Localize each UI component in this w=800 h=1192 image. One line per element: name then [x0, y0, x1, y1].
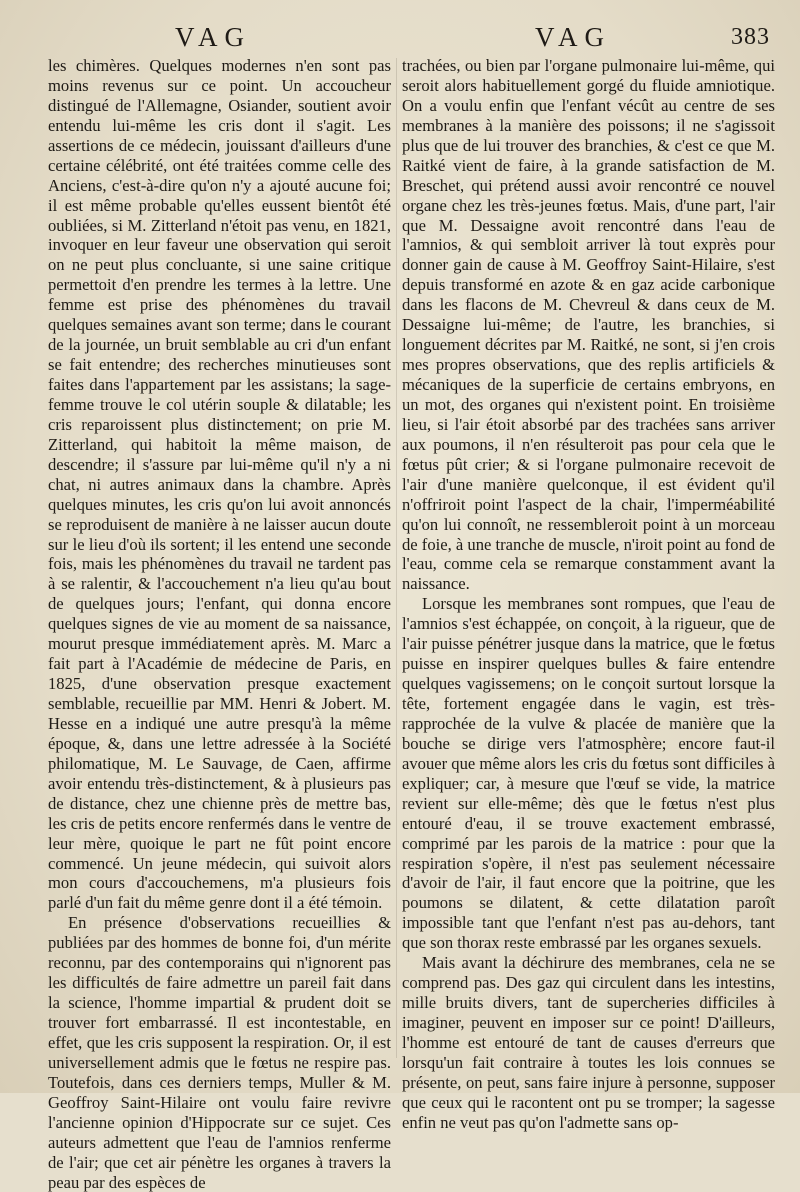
paragraph: Mais avant la déchirure des membranes, cela ne se comprend pas. Des gaz qui circulent dans les intestins, mille bruits divers, tant de supercheries difficiles à imaginer, peuvent en imposer sur ce point! D'ailleurs, l'homme est entouré de tant de causes d'erreurs que lorsqu'un fait contraire à toutes les lois connues se présente, on peut, sans faire injure à personne, supposer que ceux qui le racontent ont pu se tromper; la sagesse enfin ne veut pas qu'on l'admette sans op- — [402, 953, 775, 1132]
paragraph: les chimères. Quelques modernes n'en sont pas moins revenus sur ce point. Un accoucheur distingué de l'Allemagne, Osiander, soutient avoir entendu lui-même les cris dont il s'agit. Les assertions de ce médecin, jouissant d'ailleurs d'une certaine célébrité, ont été traitées comme celle des Anciens, c'est-à-dire qu'on n'y a ajouté aucune foi; il est même probable qu'elles eussent bientôt été oubliées, si M. Zitterland n'étoit pas venu, en 1821, invoquer en leur faveur une observation qui seroit on ne peut plus concluante, si une saine critique permettoit d'en prendre les termes à la lettre. Une femme est prise des phénomènes du travail quelques semaines avant son terme; dans le courant de la journée, un bruit semblable au cri d'un enfant se fait entendre; des recherches minutieuses sont faites dans l'appartement par les assistans; la sage-femme trouve le col utérin souple & dilatable; les cris reparoissent plus distinctement; on prie M. Zitterland, qui habitoit la même maison, de descendre; il s'assure par lui-même qu'il n'y a ni chat, ni autres animaux dans la chambre. Après quelques minutes, les cris qu'on lui avoit annoncés se reproduisent de manière à ne laisser aucun doute sur le lieu d'où ils sortent; il les entend une seconde fois, mais les phénomènes du travail ne tardent pas à se ralentir, & l'accouchement n'a lieu qu'au bout de quelques jours; l'enfant, qui donna encore quelques signes de vie au moment de sa naissance, mourut presque immédiatement après. M. Marc a fait part à l'Académie de médecine de Paris, en 1825, d'une observation presque exactement semblable, recueillie par MM. Henri & Jobert. M. Hesse en a indiqué une autre presqu'à la même époque, &, dans une lettre adressée à la Société philomatique, M. Le Sauvage, de Caen, affirme avoir entendu très-distinctement, & à plusieurs pas de distance, chez une chienne près de mettre bas, les cris de petits encore renfermés dans le ventre de leur mère, quoique le part ne fût point encore commencé. Un jeune médecin, qui suivoit alors mon cours d'accouchemens, m'a plusieurs fois parlé d'un fait du même genre dont il a été témoin. — [48, 56, 391, 913]
paragraph: En présence d'observations recueillies & publiées par des hommes de bonne foi, d'un mérite reconnu, par des contemporains qui n'ignorent pas les difficultés de faire admettre un pareil fait dans la science, l'homme impartial & prudent doit se trouver fort embarrassé. Il est incontestable, en effet, que les cris supposent la respiration. Or, il est universellement admis que le fœtus ne respire pas. Toutefois, dans ces derniers temps, Muller & M. Geoffroy Saint-Hilaire ont voulu faire revivre l'ancienne opinion d'Hippocrate sur ce sujet. Ces auteurs admettent que l'eau de l'amnios renferme de l'air; que cet air pénètre les organes à travers la peau par des espèces de — [48, 913, 391, 1192]
running-head-left: VAG — [175, 22, 252, 52]
running-header — [0, 22, 800, 56]
column-divider — [396, 58, 397, 1058]
paragraph: trachées, ou bien par l'organe pulmonaire lui-même, qui seroit alors habituellement gorgé du fluide amniotique. On a voulu enfin que l'enfant vécût au centre de ses membranes à la manière des poissons; il ne s'agissoit plus que de lui trouver des branchies, & c'est ce que M. Raitké vient de faire, à la grande satisfaction de M. Breschet, qui prétend aussi avoir rencontré ce nouvel organe chez les très-jeunes fœtus. Mais, d'une part, l'air que M. Dessaigne avoit rencontré dans l'eau de l'amnios, & qui sembloit arriver là tout exprès pour donner gain de cause à M. Geoffroy Saint-Hilaire, s'est depuis transformé en azote & en gaz acide carbonique dans les flacons de M. Chevreul & dans ceux de M. Dessaigne lui-même; de l'autre, les branchies, si longuement décrites par M. Raitké, ne sont, si j'en crois mes propres observations, que des replis artificiels & mécaniques de la superficie de certains embryons, en un mot, des organes qui n'existent point. En troisième lieu, si l'air étoit absorbé par des trachées sans arriver aux poumons, il n'en résulteroit pas pour cela que le fœtus pût crier; & si l'organe pulmonaire recevoit de l'air d'une manière quelconque, il est évident qu'il n'offriroit point l'aspect de la chair, l'imperméabilité qu'on lui connoît, ne ressembleroit point à un morceau de foie, à une tranche de muscle, n'iroit point au fond de l'eau, comme cela se remarque constamment avant la naissance. — [402, 56, 775, 594]
left-column — [48, 56, 391, 1192]
page-number: 383 — [731, 24, 770, 50]
right-column — [402, 56, 775, 1132]
paragraph: Lorsque les membranes sont rompues, que l'eau de l'amnios s'est échappée, on conçoit, à la rigueur, que de l'air puisse pénétrer jusque dans la matrice, que le fœtus puisse en inspirer quelques bulles & faire entendre quelques vagissemens; on le conçoit surtout lorsque la tête, fortement engagée dans le vagin, est très-rapprochée de la vulve & placée de manière que la bouche se dirige vers l'atmosphère; encore faut-il avouer que même alors les cris du fœtus sont difficiles à expliquer; car, à mesure que l'œuf se vide, la matrice revient sur elle-même; dès que le fœtus n'est plus entouré d'eau, il se trouve exactement embrassé, comprimé par les parois de la matrice : pour que la respiration s'opère, il n'est pas seulement nécessaire d'avoir de l'air, il faut encore que la poitrine, que les poumons se dilatent, & cette dilatation paroît impossible tant que l'enfant n'est pas au-dehors, tant que son thorax reste embrassé par les organes sexuels. — [402, 594, 775, 953]
running-head-right: VAG — [535, 22, 612, 52]
